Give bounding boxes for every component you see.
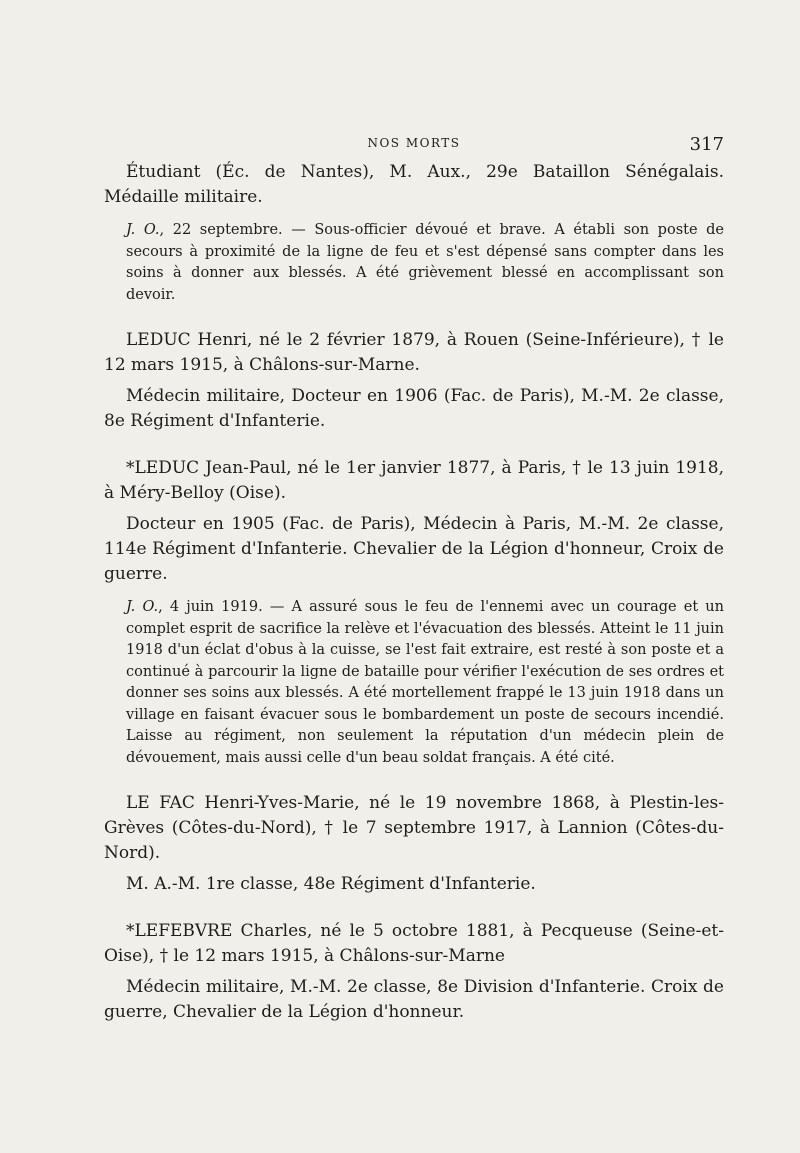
page-number: 317 (689, 134, 724, 155)
citation-ref: J. O. (126, 222, 160, 238)
page-content (104, 160, 724, 1025)
running-title: NOS MORTS (367, 136, 461, 150)
citation-text: , 4 juin 1919. — A assuré sous le feu de l'ennemi avec un courage et un complet esprit de sacrifice la relève et l'évacuation des blessés. Atteint le 11 juin 1918 d'un éclat d'obus à la cuisse, se l'est fait extraire, est resté à son poste et a continué à parcourir la ligne de bataille pour vérifier l'exécution de ses ordres et donner ses soins aux blessés. A été mortellement frappé le 13 juin 1918 dans un village en faisant évacuer sous le bombardement un poste de secours incendié. Laisse au régiment, non seulement la réputation d'un médecin plein de dévouement, mais aussi celle d'un beau soldat français. A été cité. (126, 599, 724, 766)
page-header (104, 134, 724, 156)
entry-detail: Médecin militaire, M.-M. 2e classe, 8e Division d'Infanterie. Croix de guerre, Chevalier de la Légion d'honneur. (104, 977, 724, 1022)
entry-heading: LE FAC Henri-Yves-Marie, né le 19 novembre 1868, à Plestin-les-Grèves (Côtes-du-Nord), † le 7 septembre 1917, à Lannion (Côtes-du-Nord). (104, 793, 724, 863)
entry-heading: *LEDUC Jean-Paul, né le 1er janvier 1877, à Paris, † le 13 juin 1918, à Méry-Belloy (Oise). (104, 458, 724, 503)
citation-text: , 22 septembre. — Sous-officier dévoué et brave. A établi son poste de secours à proximité de la ligne de feu et s'est dépensé sans compter dans les soins à donner aux blessés. A été grièvement blessé en accomplissant son devoir. (126, 222, 724, 303)
entry-detail: Étudiant (Éc. de Nantes), M. Aux., 29e Bataillon Sénégalais. Médaille militaire. (104, 162, 724, 207)
entry-heading: *LEFEBVRE Charles, né le 5 octobre 1881, à Pecqueuse (Seine-et-Oise), † le 12 mars 1915, à Châlons-sur-Marne (104, 921, 724, 966)
entry-detail: Docteur en 1905 (Fac. de Paris), Médecin à Paris, M.-M. 2e classe, 114e Régiment d'Infanterie. Chevalier de la Légion d'honneur, Croix de guerre. (104, 514, 724, 584)
citation (126, 597, 724, 769)
entry-detail: M. A.-M. 1re classe, 48e Régiment d'Infanterie. (126, 874, 536, 894)
entry-heading: LEDUC Henri, né le 2 février 1879, à Rouen (Seine-Inférieure), † le 12 mars 1915, à Châlons-sur-Marne. (104, 330, 724, 375)
citation-ref: J. O. (126, 599, 159, 615)
citation (126, 220, 724, 306)
entry-detail: Médecin militaire, Docteur en 1906 (Fac. de Paris), M.-M. 2e classe, 8e Régiment d'Infanterie. (104, 386, 724, 431)
